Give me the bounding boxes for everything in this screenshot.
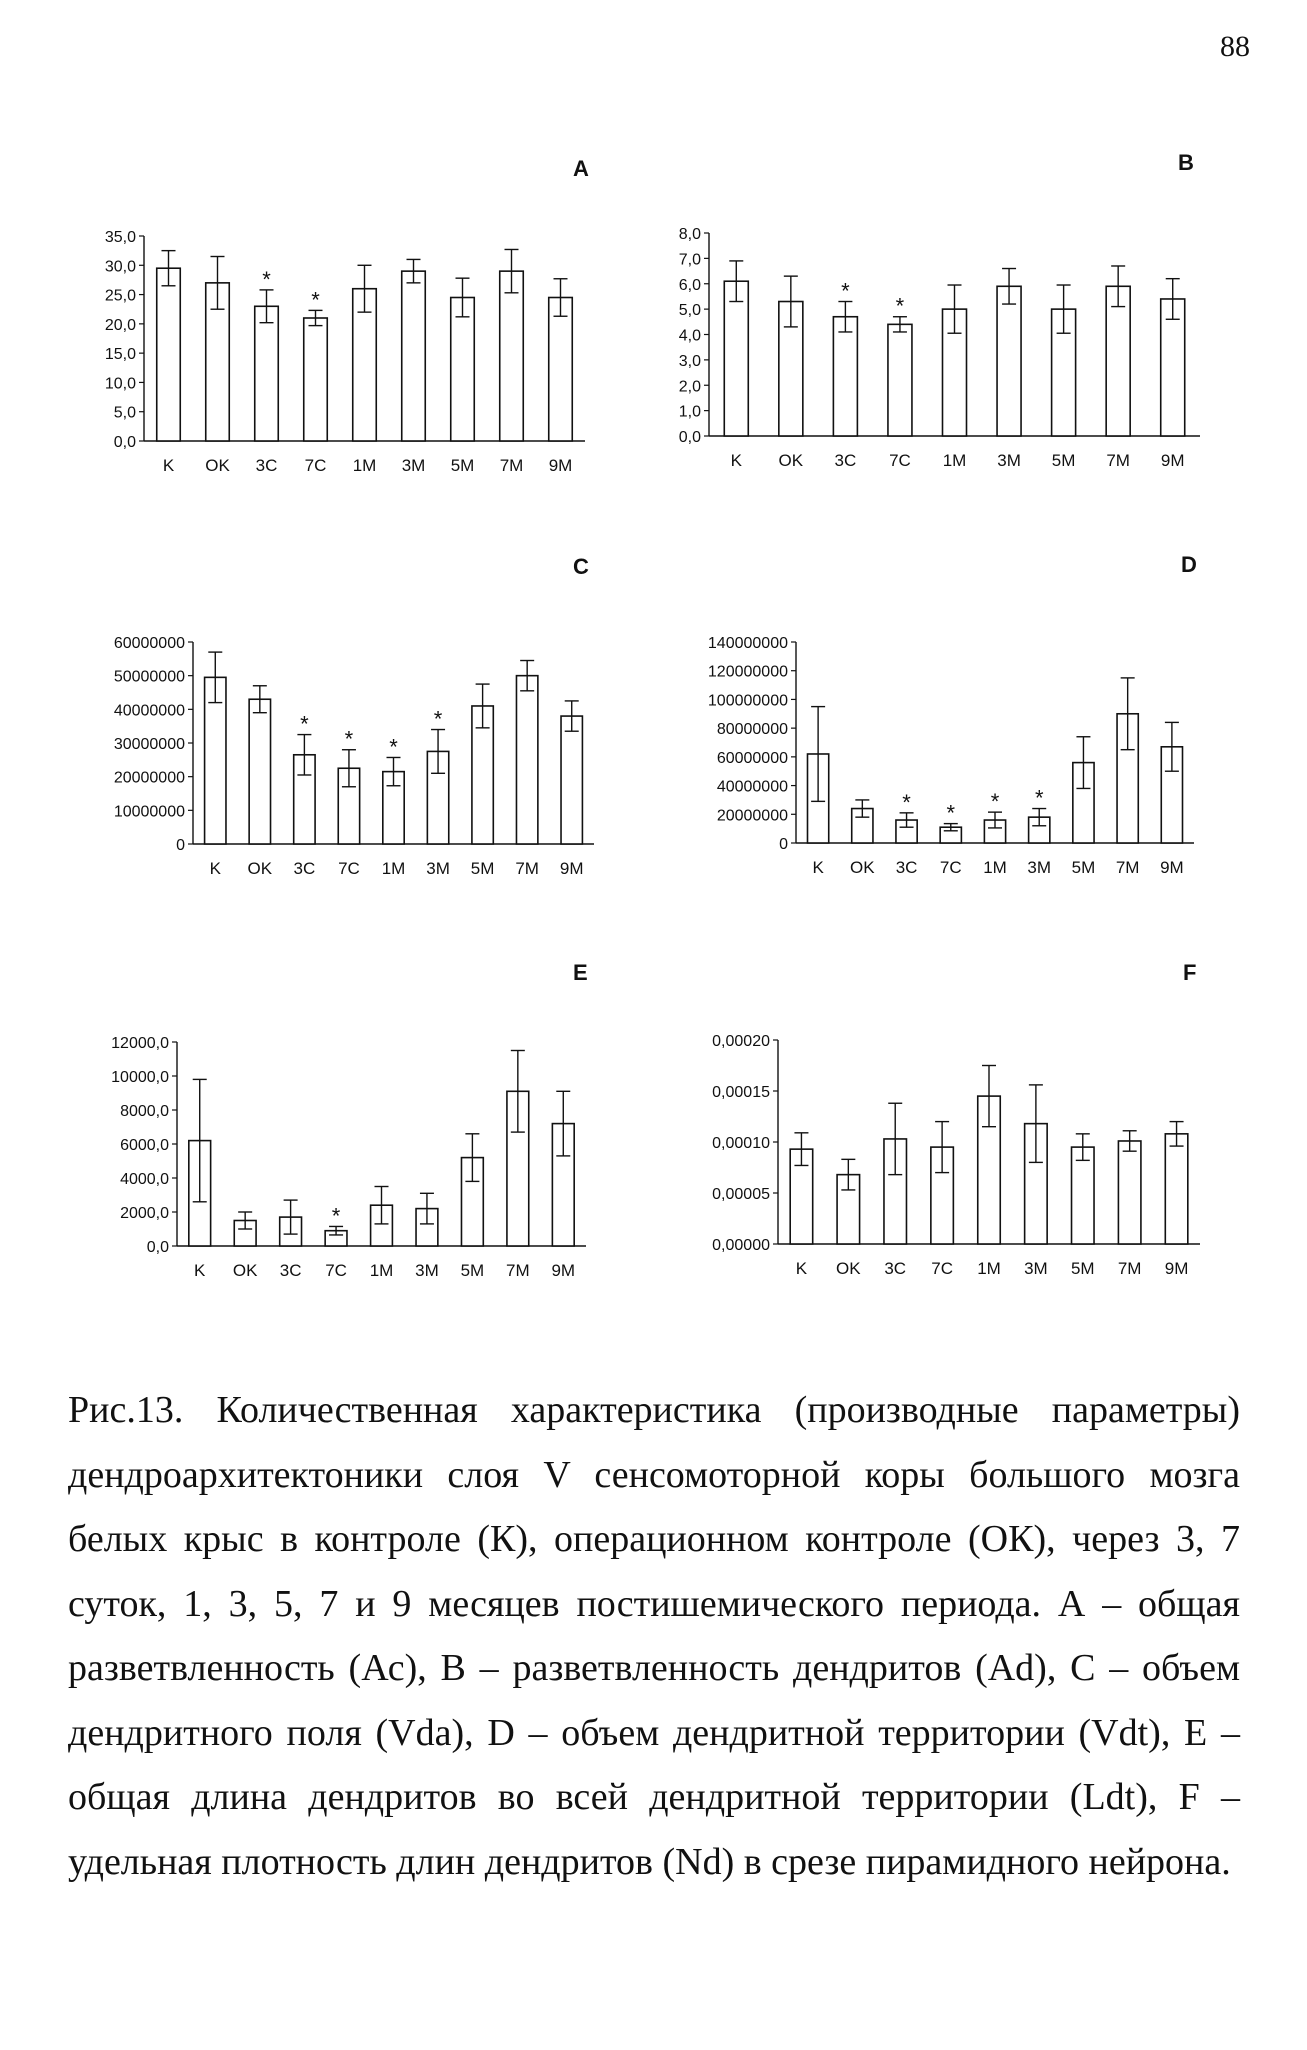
panel-d-y-tick-label: 20000000 (716, 807, 788, 825)
panel-c-category-label: 3C (293, 859, 316, 878)
panel-b-category-label: 5M (1051, 451, 1076, 470)
panel-b-y-tick-label: 5,0 (678, 302, 701, 320)
panel-c-category-label: 9M (559, 859, 584, 878)
panel-b-y-tick-label: 6,0 (678, 276, 701, 294)
panel-a-y-tick-label: 5,0 (113, 404, 136, 422)
panel-d-y-tick-label: 60000000 (716, 749, 788, 767)
panel-b-bar (833, 317, 857, 436)
page-number: 88 (1220, 30, 1250, 63)
panel-a-bar (255, 306, 279, 441)
panel-f-y-tick-label: 0,00000 (712, 1237, 770, 1254)
panel-f-y-tick-label: 0,00010 (712, 1135, 770, 1152)
panel-b-category-label: 1M (942, 451, 967, 470)
panel-c-category-label: 5M (470, 859, 495, 878)
panel-d-y-tick-label: 80000000 (716, 721, 788, 739)
panel-d-y-tick-label: 100000000 (707, 692, 788, 710)
panel-e-category-label: 3M (415, 1261, 439, 1280)
panel-a-category-label: K (162, 456, 175, 475)
panel-b-category-label: 9M (1160, 451, 1185, 470)
panel-d-y-tick-label: 120000000 (707, 663, 788, 681)
panel-c-significance-mark: * (433, 706, 443, 732)
panel-c-bar (516, 676, 537, 844)
panel-d-category-label: 1M (983, 858, 1007, 877)
panel-b-category-label: K (730, 451, 742, 470)
panel-c-category-label: 7C (338, 859, 360, 878)
panel-d-significance-mark: * (1034, 785, 1044, 811)
panel-f-bar (1072, 1147, 1095, 1244)
panel-b-letter: B (1178, 150, 1194, 175)
panel-c-significance-mark: * (300, 711, 309, 737)
panel-a-y-tick-label: 0,0 (113, 434, 136, 451)
panel-d-significance-mark: * (990, 789, 1000, 815)
panel-f-letter: F (1183, 960, 1197, 985)
panel-e-y-tick-label: 0,0 (146, 1239, 169, 1256)
panel-b-significance-mark: * (841, 278, 850, 304)
panel-b-significance-mark: * (895, 293, 905, 319)
panel-a-y-tick-label: 10,0 (104, 375, 136, 393)
panel-a-y-tick-label: 15,0 (104, 346, 136, 364)
panel-a-category-label: 7C (304, 456, 327, 475)
panel-b-y-tick-label: 4,0 (678, 327, 701, 345)
panel-f-category-label: OK (836, 1259, 861, 1278)
panel-f-category-label: 7C (931, 1259, 953, 1278)
panel-a-category-label: OK (205, 456, 230, 475)
panel-a-significance-mark: * (311, 287, 320, 313)
panel-a-y-tick-label: 35,0 (104, 229, 136, 246)
panel-b-bar (888, 324, 912, 436)
panel-f-y-tick-label: 0,00015 (712, 1084, 770, 1101)
panel-a-y-tick-label: 30,0 (104, 258, 136, 276)
panel-f-category-label: 3C (884, 1259, 907, 1278)
panel-e-letter: E (573, 960, 588, 985)
panel-c-y-tick-label: 40000000 (113, 702, 185, 720)
panel-a-significance-mark: * (262, 266, 271, 292)
panel-c-y-tick-label: 10000000 (113, 803, 185, 821)
panel-d-significance-mark: * (902, 789, 911, 815)
panel-c-bar (249, 699, 270, 844)
panel-d-significance-mark: * (946, 800, 956, 826)
panel-d-category-label: 7M (1115, 858, 1140, 877)
panel-b-y-tick-label: 2,0 (678, 378, 701, 396)
panel-f-category-label: 9M (1164, 1259, 1189, 1278)
panel-c-category-label: K (209, 859, 221, 878)
panel-b-category-label: 3M (997, 451, 1021, 470)
panel-f-category-label: 1M (977, 1259, 1001, 1278)
panel-f-y-tick-label: 0,00020 (712, 1033, 770, 1050)
panel-d-letter: D (1181, 552, 1197, 577)
panel-e-category-label: 5M (460, 1261, 485, 1280)
panel-b-category-label: 3C (834, 451, 857, 470)
panel-e-y-tick-label: 8000,0 (120, 1103, 169, 1120)
panel-f-category-label: 3M (1024, 1259, 1048, 1278)
panel-d-y-tick-label: 0 (779, 836, 788, 853)
panel-a-bar (157, 268, 181, 441)
panel-e-y-tick-label: 12000,0 (111, 1035, 169, 1052)
panel-a-category-label: 1M (352, 456, 377, 475)
panel-d-category-label: 7C (939, 858, 962, 877)
panel-e-category-label: 3C (279, 1261, 302, 1280)
panel-a-category-label: 5M (450, 456, 475, 475)
panel-d-category-label: OK (850, 858, 875, 877)
panel-b-category-label: 7C (889, 451, 911, 470)
panel-d-category-label: 3C (895, 858, 918, 877)
panel-e-category-label: OK (232, 1261, 258, 1280)
panel-b-y-tick-label: 3,0 (678, 352, 701, 370)
panel-f-category-label: K (795, 1259, 808, 1278)
panel-e-category-label: 7M (506, 1261, 530, 1280)
panel-d-category-label: K (812, 858, 824, 877)
panel-b-y-tick-label: 1,0 (678, 403, 701, 421)
panel-a-category-label: 7M (499, 456, 524, 475)
panel-b-y-tick-label: 0,0 (678, 429, 701, 446)
panel-c-category-label: 7M (515, 859, 539, 878)
panel-d-category-label: 9M (1160, 858, 1184, 877)
panel-c-category-label: 1M (381, 859, 406, 878)
panel-b-bar (724, 281, 748, 436)
panel-c-category-label: OK (247, 859, 273, 878)
panel-c-bar (561, 716, 582, 844)
panel-a-category-label: 3M (401, 456, 426, 475)
panel-e-significance-mark: * (331, 1203, 341, 1229)
panel-c-y-tick-label: 50000000 (113, 668, 185, 686)
panel-a-bar (304, 318, 328, 441)
panel-e-category-label: 9M (551, 1261, 576, 1280)
panel-c-letter: C (573, 554, 589, 579)
panel-a-category-label: 9M (548, 456, 573, 475)
panel-f-category-label: 5M (1070, 1259, 1095, 1278)
panel-c-significance-mark: * (389, 734, 398, 760)
panel-e-category-label: 7C (325, 1261, 347, 1280)
panel-a-bar (500, 271, 524, 441)
panel-f-y-tick-label: 0,00005 (712, 1186, 770, 1203)
panel-a-bar (402, 271, 426, 441)
panel-b-y-tick-label: 7,0 (678, 251, 701, 269)
panel-a-y-tick-label: 20,0 (104, 316, 136, 334)
panel-a-category-label: 3C (255, 456, 278, 475)
panel-d-y-tick-label: 40000000 (716, 778, 788, 796)
panel-e-y-tick-label: 6000,0 (120, 1137, 169, 1154)
panel-b-category-label: OK (778, 451, 804, 470)
panel-b-category-label: 7M (1106, 451, 1130, 470)
figure-caption: Рис.13. Количественная характеристика (производные параметры) дендроархитектоники слоя V сенсомоторной коры большого мозга белых крыс в контроле (К), операционном контроле (ОК), через 3, 7 суток, 1, 3, 5, 7 и 9 месяцев постишемического периода. А – общая разветвленность (Ас), B – разветвленность дендритов (Ad), С – объем дендритного поля (Vda), D – объем дендритной территории (Vdt), E – общая длина дендритов во всей дендритной территории (Ldt), F – удельная плотность длин дендритов (Nd) в срезе пирамидного нейрона. (68, 1389, 1240, 1883)
panel-f-bar (1165, 1134, 1188, 1244)
panel-d-category-label: 3M (1027, 858, 1052, 877)
panel-d-y-tick-label: 140000000 (707, 635, 788, 652)
panel-f-bar (1118, 1141, 1141, 1244)
panel-f-category-label: 7M (1117, 1259, 1142, 1278)
panel-c-category-label: 3M (426, 859, 450, 878)
panel-e-y-tick-label: 2000,0 (120, 1205, 169, 1222)
panel-c-y-tick-label: 60000000 (113, 635, 185, 652)
panel-a-bar (451, 298, 475, 442)
panel-c-y-tick-label: 20000000 (113, 769, 185, 787)
panel-a-y-tick-label: 25,0 (104, 287, 136, 305)
panel-d-category-label: 5M (1071, 858, 1096, 877)
panel-b-bar (997, 286, 1021, 436)
panel-b-bar (1106, 286, 1130, 436)
panel-c-significance-mark: * (344, 726, 354, 752)
panel-c-y-tick-label: 0 (176, 837, 185, 854)
panel-c-y-tick-label: 30000000 (113, 736, 185, 753)
panel-b-y-tick-label: 8,0 (678, 226, 701, 243)
panel-e-category-label: 1M (369, 1261, 394, 1280)
panel-e-y-tick-label: 10000,0 (111, 1069, 169, 1086)
panel-a-bar (549, 298, 573, 442)
panel-e-y-tick-label: 4000,0 (120, 1171, 169, 1188)
panel-e-category-label: K (194, 1261, 206, 1280)
panel-a-letter: A (573, 156, 589, 181)
